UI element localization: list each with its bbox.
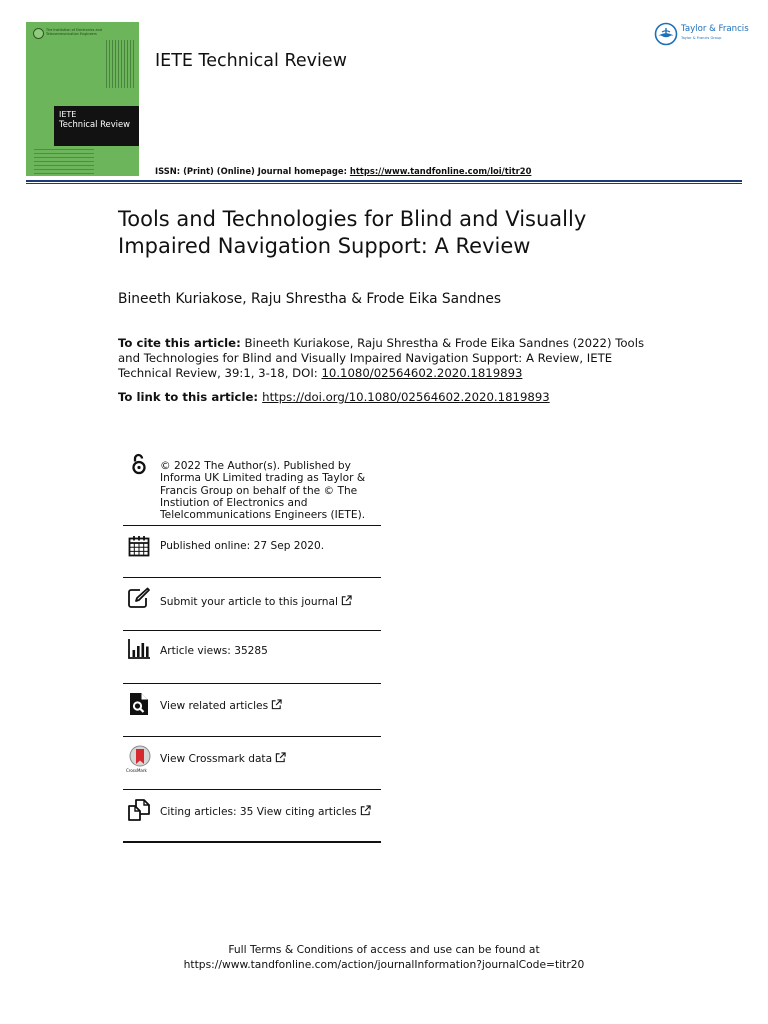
issn-line [155,166,531,176]
external-link-icon [275,752,286,763]
info-row-citing[interactable] [123,790,381,843]
info-row-crossmark[interactable] [123,737,381,790]
cover-title-box [54,106,139,146]
terms-footer [0,943,768,972]
journal-homepage-link[interactable]: https://www.tandfonline.com/loi/titr20 [349,166,532,176]
issn-label: ISSN: (Print) (Online) Journal homepage: [155,166,350,176]
citing-articles-icon [127,798,151,822]
article-doi-link[interactable]: https://doi.org/10.1080/02564602.2020.1819893 [262,390,550,404]
copyright-text: © 2022 The Author(s). Published by Informa UK Limited trading as Taylor & Francis Group on behalf of the © The Instiution of Electronics and Telelcommunications Engineers (IETE). [160,460,366,522]
publisher-logo-line2: Taylor & Francis Group [681,36,722,40]
crossmark-link[interactable] [160,752,286,765]
external-link-icon [341,595,352,606]
calendar-icon [127,534,151,558]
cover-stripes [106,40,136,88]
publisher-logo-line1: Taylor & Francis [681,24,749,34]
bar-chart-icon [127,637,151,661]
cover-title-line1: IETE [59,110,77,119]
external-link-icon [360,805,371,816]
cite-label: To cite this article: [118,336,241,350]
submit-article-link[interactable] [160,595,352,608]
article-link-line [118,390,550,404]
taylor-francis-logo-icon [654,22,678,46]
related-articles-link[interactable] [160,699,282,712]
external-link-icon [271,699,282,710]
terms-line1: Full Terms & Conditions of access and use can be found at [228,943,540,956]
cover-title-line2: Technical Review [59,119,130,129]
cover-publisher-text: The Institution of Electronics and Telecommunication Engineers [46,28,102,36]
submit-article-label: Submit your article to this journal [160,596,338,608]
edit-icon [127,586,151,610]
article-info-list [123,452,381,843]
cite-doi-link[interactable]: 10.1080/02564602.2020.1819893 [321,365,523,380]
journal-title: IETE Technical Review [155,51,347,71]
header-rule-thin [26,183,742,184]
published-date: Published online: 27 Sep 2020. [160,540,325,552]
header-rule [26,180,742,182]
citation-block [118,336,648,381]
cover-circuit [34,148,94,174]
article-views: Article views: 35285 [160,645,268,657]
cite-text: Bineeth Kuriakose, Raju Shrestha & Frode Eika Sandnes (2022) Tools and Technologies for Blind and Visually Impaired Navigation Support: A Review, IETE Technical Review, 39:1, 3-18, DOI: [118,336,645,380]
crossmark-label: View Crossmark data [160,753,273,765]
article-authors: Bineeth Kuriakose, Raju Shrestha & Frode Eika Sandnes [118,291,502,307]
open-access-icon [127,452,151,476]
info-row-submit[interactable] [123,578,381,631]
search-document-icon [127,692,151,716]
citing-articles-label: Citing articles: 35 View citing articles [160,806,357,818]
info-row-published [123,526,381,578]
related-articles-label: View related articles [160,700,269,712]
crossmark-caption: CrossMark [126,768,147,773]
publisher-logo-text [681,25,749,43]
journal-cover [26,22,139,176]
cover-seal-icon [33,28,44,39]
publisher-logo[interactable] [654,22,749,46]
info-row-related[interactable] [123,684,381,737]
article-title: Tools and Technologies for Blind and Visually Impaired Navigation Support: A Review [118,207,587,258]
citing-articles-link[interactable] [160,805,371,818]
link-label: To link to this article: [118,390,263,404]
terms-url[interactable]: https://www.tandfonline.com/action/journalInformation?journalCode=titr20 [183,957,585,971]
info-row-copyright [123,452,381,526]
info-row-views [123,631,381,684]
